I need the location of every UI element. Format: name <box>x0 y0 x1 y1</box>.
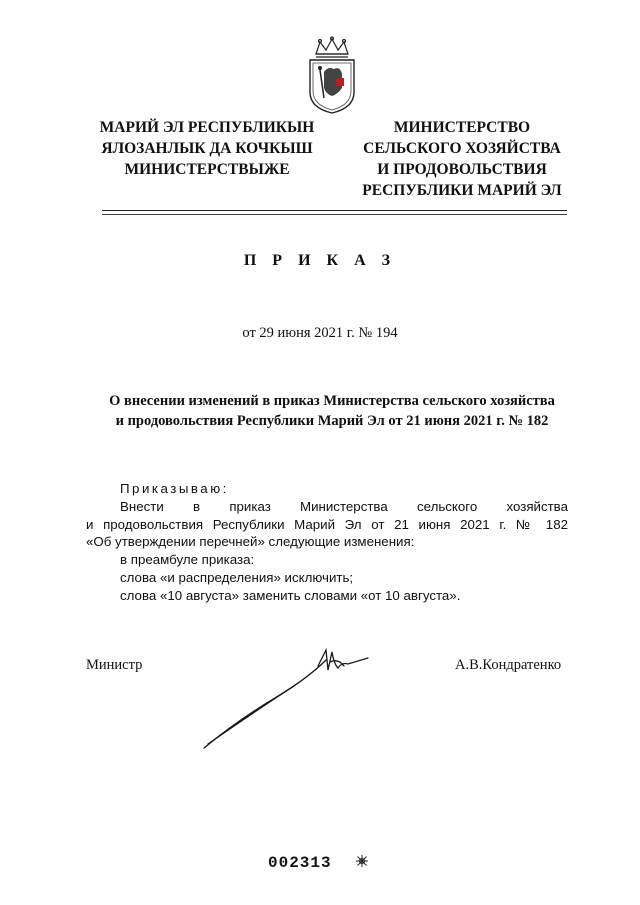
header-divider <box>102 210 567 211</box>
body-line: слова «и распределения» исключить; <box>120 569 354 585</box>
subject-line: и продовольствия Республики Марий Эл от 21 июня 2021 г. № 182 <box>115 413 549 429</box>
coat-of-arms-icon <box>302 36 362 114</box>
signer-name: А.В.Кондратенко <box>455 657 562 673</box>
order-word: Приказываю: <box>120 481 229 496</box>
body-line: слова «10 августа» заменить словами «от 10 августа». <box>120 587 461 603</box>
body-line: Внести в приказ Министерства сельского хозяйства <box>120 498 568 514</box>
header-right-line: И ПРОДОВОЛЬСТВИЯ <box>377 161 547 178</box>
header-right-russian <box>356 117 568 201</box>
header-left-line: МАРИЙ ЭЛ РЕСПУБЛИКЫН <box>99 119 315 136</box>
body-line: в преамбуле приказа: <box>120 552 255 568</box>
document-type: П Р И К А З <box>243 252 397 269</box>
header-right-line: СЕЛЬСКОГО ХОЗЯЙСТВА <box>363 140 561 157</box>
document-date-number: от 29 июня 2021 г. № 194 <box>242 325 398 341</box>
snowflake-icon <box>355 854 369 868</box>
header-left-mari <box>88 117 326 180</box>
signer-position: Министр <box>86 657 143 673</box>
subject-line: О внесении изменений в приказ Министерства сельского хозяйства <box>109 393 555 409</box>
body-line: и продовольствия Республики Марий Эл от 21 июня 2021 г. № 182 <box>86 516 568 532</box>
header-right-line: МИНИСТЕРСТВО <box>393 119 531 136</box>
header-left-line: МИНИСТЕРСТВЫЖЕ <box>124 161 290 178</box>
body-line: «Об утверждении перечней» следующие изменения: <box>86 534 415 550</box>
handwritten-signature <box>198 640 378 752</box>
serial-number: 002313 <box>268 854 332 872</box>
document-body <box>86 480 568 605</box>
header-right-line: РЕСПУБЛИКИ МАРИЙ ЭЛ <box>362 182 562 199</box>
header-divider-thin <box>102 214 567 215</box>
document-subject <box>82 391 582 431</box>
header-left-line: ЯЛОЗАНЛЫК ДА КОЧКЫШ <box>101 140 313 157</box>
